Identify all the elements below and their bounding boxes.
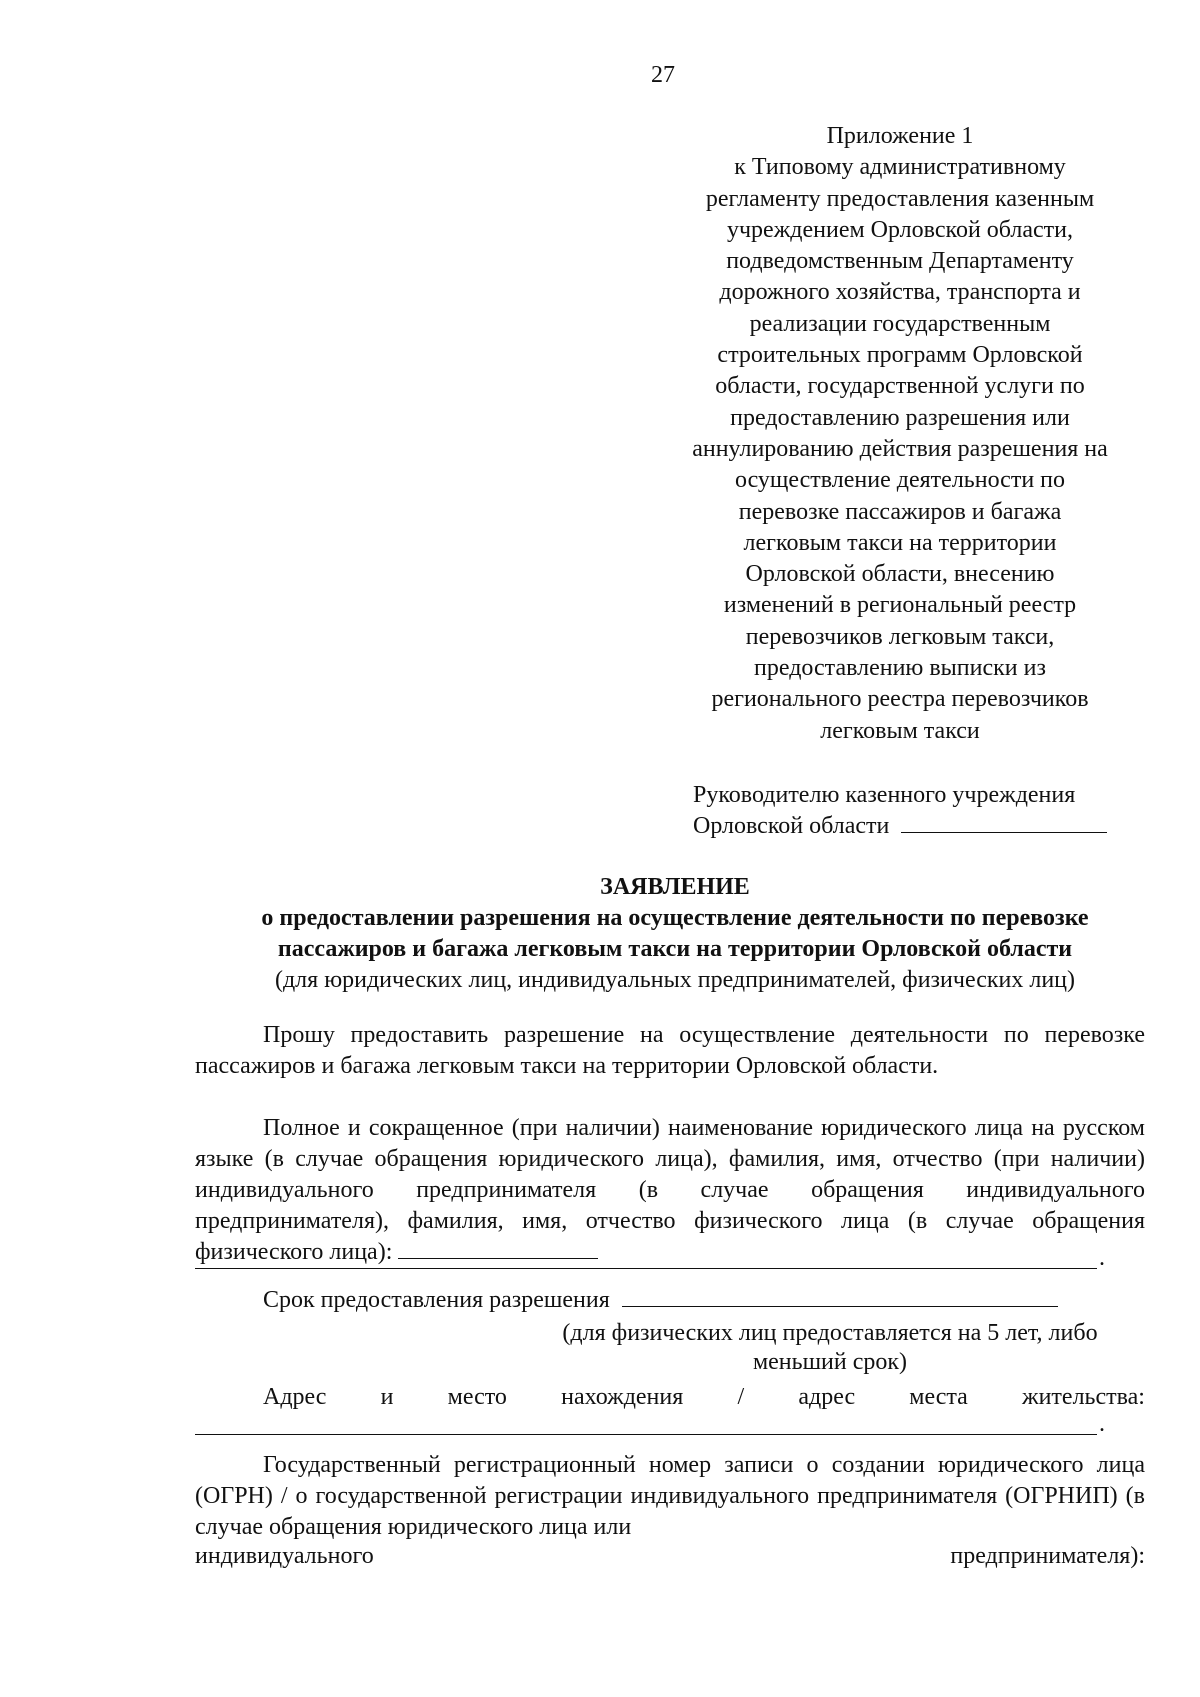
name-field-label: Полное и сокращенное (при наличии) наименование юридического лица на русском языке (в случае обращения юридического лица), фамилия, имя, отчество (при наличии) индивидуального предпринимателя (в случае обращения индивидуального предпринимателя), фамилия, имя, отчество физического лица (в случае обращения физического лица): [195, 1115, 1145, 1265]
request-paragraph: Прошу предоставить разрешение на осуществление деятельности по перевозке пассажиров и багажа легковым такси на территории Орловской области. [195, 1022, 1145, 1079]
addressee-block [693, 780, 1133, 842]
addressee-org: Орловской области [693, 813, 890, 839]
addressee-line-2 [693, 811, 1133, 842]
term-note-line-1: (для физических лиц предоставляется на 5 лет, либо [562, 1320, 1098, 1346]
annex-line: перевозчиков легковым такси, [745, 623, 1055, 650]
annex-line: осуществление деятельности по [734, 467, 1066, 494]
annex-line: регионального реестра перевозчиков [711, 686, 1089, 713]
annex-line: области, государственной услуги по [715, 373, 1085, 400]
name-field-full-line [195, 1268, 1097, 1269]
address-word: место [447, 1384, 507, 1410]
term-blank [622, 1305, 1058, 1307]
annex-line: Приложение 1 [826, 123, 974, 149]
ogrn-last-left: индивидуального [195, 1543, 374, 1569]
ogrn-last-right: предпринимателя): [950, 1543, 1145, 1569]
name-field-paragraph [195, 1113, 1145, 1268]
annex-line: изменений в региональный реестр [723, 592, 1077, 619]
addressee-name-blank [901, 831, 1107, 833]
annex-line: к Типовому административному [734, 154, 1066, 181]
address-row [263, 1384, 1145, 1411]
term-note-line-2: меньший срок) [752, 1349, 908, 1375]
annex-line: предоставлению выписки из [754, 655, 1046, 682]
annex-line: Орловской области, внесению [745, 561, 1055, 588]
title-heading: ЗАЯВЛЕНИЕ [600, 874, 750, 900]
address-full-line [195, 1434, 1097, 1435]
term-note [520, 1320, 1140, 1376]
title-subtitle-2: пассажиров и багажа легковым такси на территории Орловской области [277, 936, 1073, 962]
annex-line: легковым такси [820, 717, 980, 744]
name-field-blank [398, 1257, 598, 1259]
annex-line: перевозке пассажиров и багажа [738, 498, 1062, 525]
application-title [180, 872, 1170, 996]
address-word: / [737, 1384, 745, 1410]
annex-line: регламенту предоставления казенным [705, 185, 1095, 212]
page-number: 27 [651, 62, 675, 88]
title-note: (для юридических лиц, индивидуальных предпринимателей, физических лиц) [274, 967, 1076, 993]
ogrn-last-line [195, 1543, 1145, 1570]
ogrn-paragraph: Государственный регистрационный номер записи о создании юридического лица (ОГРН) / о государственной регистрации индивидуального предпринимателя (ОГРНИП) (в случае обращения юридического лица или [195, 1452, 1145, 1540]
annex-line: учреждением Орловской области, [726, 216, 1074, 243]
annex-line: предоставлению разрешения или [730, 404, 1070, 431]
address-word: адрес [798, 1384, 856, 1410]
annex-line: строительных программ Орловской [717, 342, 1083, 369]
annex-line: подведомственным Департаменту [726, 248, 1074, 275]
address-word: нахождения [561, 1384, 684, 1410]
annex-header [640, 121, 1160, 747]
annex-line: дорожного хозяйства, транспорта и [719, 279, 1081, 306]
name-field-period: . [1099, 1245, 1105, 1271]
annex-line: реализации государственным [749, 310, 1051, 337]
title-subtitle-1: о предоставлении разрешения на осуществление деятельности по перевозке [261, 905, 1089, 931]
address-word: места [909, 1384, 968, 1410]
address-word: Адрес [263, 1384, 327, 1410]
annex-line: легковым такси на территории [743, 529, 1057, 556]
address-word: жительства: [1022, 1384, 1145, 1410]
term-label: Срок предоставления разрешения [263, 1287, 610, 1313]
addressee-line-1: Руководителю казенного учреждения [693, 782, 1076, 808]
address-period: . [1099, 1411, 1105, 1437]
annex-line: аннулированию действия разрешения на [692, 435, 1108, 462]
address-word: и [380, 1384, 394, 1410]
term-row [263, 1287, 1143, 1314]
